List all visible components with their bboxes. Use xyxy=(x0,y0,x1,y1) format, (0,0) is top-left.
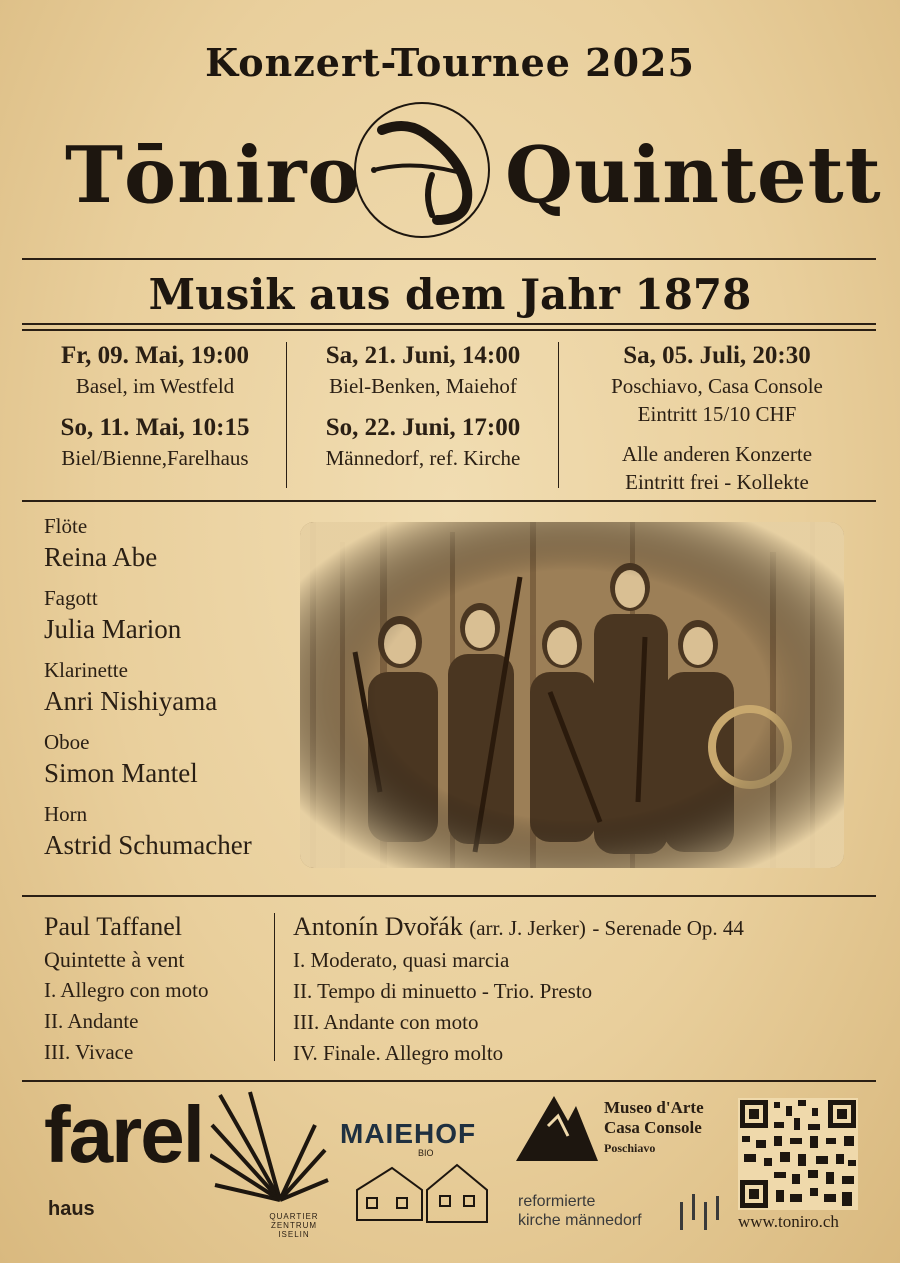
farel-haus-label: haus xyxy=(48,1198,95,1220)
movement-item: II. Andante xyxy=(44,1009,139,1033)
composer-name: Paul Taffanel xyxy=(44,912,183,941)
work-title: - Serenade Op. 44 xyxy=(592,916,744,940)
ensemble-photo xyxy=(300,522,844,868)
column-divider xyxy=(274,913,275,1061)
entry-note: Eintritt frei - Kollekte xyxy=(625,470,809,494)
movement-item: I. Moderato, quasi marcia xyxy=(293,948,510,972)
concert-venue: Biel-Benken, Maiehof xyxy=(329,374,517,398)
player-name: Reina Abe xyxy=(44,542,158,572)
ensemble-name-right: Quintett xyxy=(505,130,882,221)
tour-title: Konzert-Tournee 2025 xyxy=(205,40,695,85)
divider xyxy=(22,258,876,260)
divider xyxy=(22,1080,876,1082)
maiehof-logo: MAIEHOF xyxy=(340,1118,477,1149)
column-divider xyxy=(286,342,287,488)
movement-item: III. Vivace xyxy=(44,1040,134,1064)
arranger-credit: (arr. J. Jerker) xyxy=(469,916,586,940)
concert-column-3 xyxy=(562,340,872,508)
concert-date: Sa, 21. Juni, 14:00 xyxy=(325,342,521,369)
work-title: Quintette à vent xyxy=(44,947,185,972)
concert-date: Sa, 05. Juli, 20:30 xyxy=(623,342,811,369)
divider xyxy=(22,329,876,331)
quartier-line: ISELIN xyxy=(278,1230,310,1239)
kirche-line: reformierte xyxy=(518,1193,596,1210)
quartier-line: QUARTIER xyxy=(269,1212,319,1221)
movement-item: III. Andante con moto xyxy=(293,1010,479,1034)
concert-date: So, 22. Juni, 17:00 xyxy=(325,414,521,441)
entry-note: Alle anderen Konzerte xyxy=(621,442,813,466)
farel-logo: farel xyxy=(44,1090,203,1179)
instrument-label: Fagott xyxy=(44,586,98,610)
instrument-label: Klarinette xyxy=(44,658,128,682)
museo-line: Casa Console xyxy=(604,1118,702,1137)
player-name: Julia Marion xyxy=(44,614,182,644)
column-divider xyxy=(558,342,559,488)
quartier-sunburst-icon xyxy=(210,1090,330,1210)
kirche-label xyxy=(518,1192,642,1230)
ensemble-logo-icon xyxy=(352,100,492,240)
player-name: Simon Mantel xyxy=(44,758,198,788)
farmhouse-icon xyxy=(352,1160,492,1228)
instrument-label: Flöte xyxy=(44,514,88,538)
player-name: Anri Nishiyama xyxy=(44,686,218,716)
kirche-bars-icon xyxy=(676,1192,726,1232)
museo-location: Poschiavo xyxy=(604,1141,656,1155)
concert-venue: Basel, im Westfeld xyxy=(75,374,235,398)
program-taffanel xyxy=(44,910,274,1068)
concert-column-1 xyxy=(24,340,286,484)
movement-item: II. Tempo di minuetto - Trio. Presto xyxy=(293,979,593,1003)
players-list xyxy=(44,512,304,872)
quartier-line: ZENTRUM xyxy=(270,1221,318,1230)
divider xyxy=(22,500,876,502)
museo-mountain-icon xyxy=(516,1096,598,1166)
quartier-label xyxy=(264,1212,324,1239)
museo-line: Museo d'Arte xyxy=(604,1098,704,1117)
concert-venue: Poschiavo, Casa Console xyxy=(611,374,823,398)
concert-column-2 xyxy=(290,340,556,484)
divider xyxy=(22,895,876,897)
concert-venue: Biel/Bienne,Farelhaus xyxy=(61,446,249,470)
instrument-label: Oboe xyxy=(44,730,90,754)
concert-date: Fr, 09. Mai, 19:00 xyxy=(61,342,249,369)
concert-venue: Männedorf, ref. Kirche xyxy=(325,446,521,470)
ensemble-name-left: Tōniro xyxy=(65,130,361,221)
composer-name: Antonín Dvořák xyxy=(293,912,463,941)
entry-fee: Eintritt 15/10 CHF xyxy=(637,402,797,426)
program-subtitle: Musik aus dem Jahr 1878 xyxy=(148,270,752,319)
maiehof-bio-label: BIO xyxy=(418,1148,434,1158)
instrument-label: Horn xyxy=(44,802,88,826)
program-dvorak xyxy=(293,910,873,1069)
concert-date: So, 11. Mai, 10:15 xyxy=(60,414,250,441)
qr-code-icon[interactable] xyxy=(738,1098,858,1210)
website-link[interactable]: www.toniro.ch xyxy=(738,1212,839,1231)
ensemble-photo-illustration xyxy=(300,522,844,868)
museo-label xyxy=(604,1098,704,1158)
movement-item: IV. Finale. Allegro molto xyxy=(293,1041,504,1065)
player-name: Astrid Schumacher xyxy=(44,830,252,860)
movement-item: I. Allegro con moto xyxy=(44,978,209,1002)
divider xyxy=(22,323,876,325)
kirche-line: kirche männedorf xyxy=(518,1212,642,1229)
